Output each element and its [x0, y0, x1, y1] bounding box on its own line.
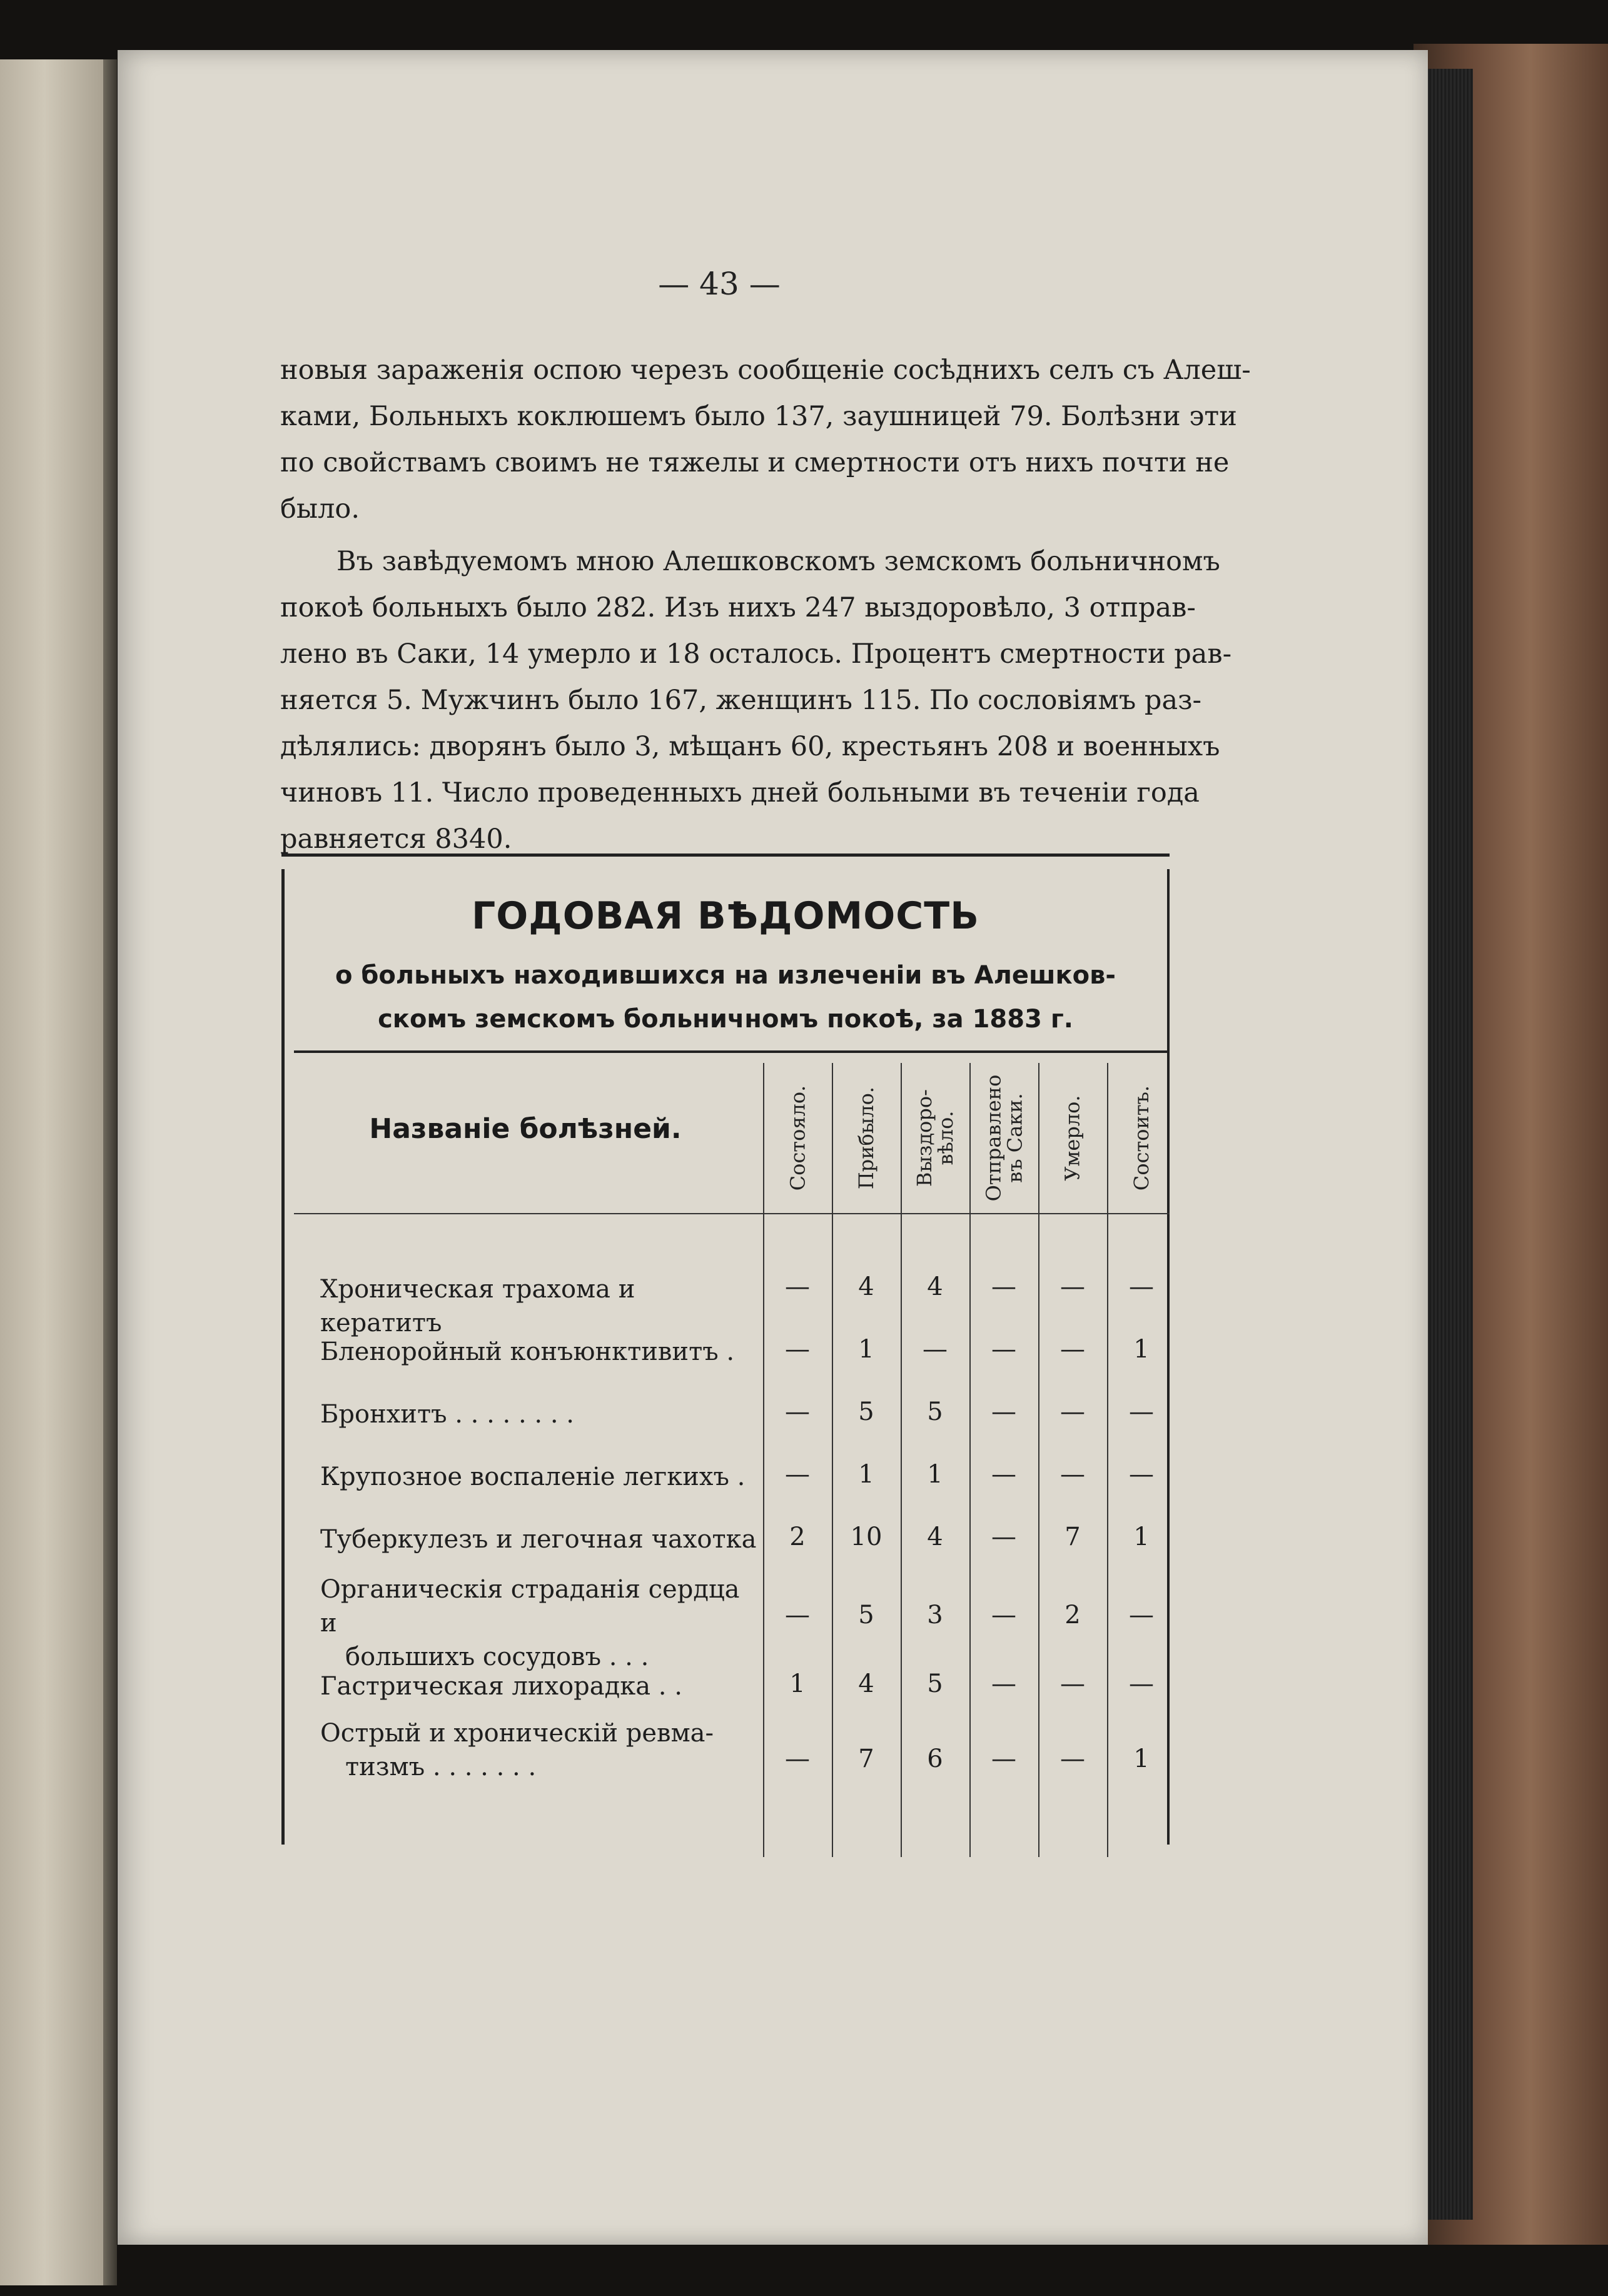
table-cell: 4: [927, 1523, 943, 1551]
disease-name-line: Крупозное воспаленіе легкихъ .: [320, 1463, 746, 1491]
table-subtitle-line: о больныхъ находившихся на излеченіи въ Алешков-: [335, 961, 1116, 990]
table-header-rule: [294, 1050, 1170, 1053]
column-header-label: Отправлено въ Саки.: [981, 1074, 1027, 1202]
column-header-label: Состояло.: [786, 1085, 809, 1191]
table-cell: 7: [1064, 1523, 1081, 1551]
table-cell: 4: [858, 1272, 874, 1301]
table-cell: 7: [858, 1745, 874, 1773]
table-cell: 1: [1133, 1523, 1150, 1551]
table-cell: 6: [927, 1745, 943, 1773]
table-cell: —: [1060, 1460, 1085, 1489]
disease-name: [320, 1523, 758, 1556]
text-line: няется 5. Мужчинъ было 167, женщинъ 115. По сословіямъ раз-: [280, 685, 1202, 716]
table-cell: 1: [1133, 1335, 1150, 1364]
disease-name-line: Хроническая трахома и кератитъ: [320, 1275, 635, 1337]
table-cell: —: [1129, 1460, 1154, 1489]
table-subtitle-line: скомъ земскомъ больничномъ покоѣ, за 1883 г.: [378, 1005, 1073, 1034]
book-gutter: [103, 59, 117, 2285]
left-page-edge: [0, 59, 111, 2285]
column-header: [763, 1069, 832, 1207]
disease-name: [320, 1669, 758, 1703]
disease-name: [320, 1573, 758, 1674]
disease-name: [320, 1460, 758, 1494]
text-line: ками, Больныхъ коклюшемъ было 137, заушницей 79. Болѣзни эти: [280, 401, 1237, 432]
table-cell: —: [785, 1397, 810, 1426]
table-cell: —: [1060, 1397, 1085, 1426]
disease-name-header: Названіе болѣзней.: [369, 1113, 682, 1145]
table-cell: —: [1060, 1669, 1085, 1698]
header-bottom-rule: [294, 1213, 1170, 1214]
column-header: [969, 1069, 1038, 1207]
disease-name-line: большихъ сосудовъ . . .: [345, 1643, 649, 1671]
table-cell: 5: [858, 1397, 874, 1426]
table-cell: —: [785, 1335, 810, 1364]
table-cell: 4: [858, 1669, 874, 1698]
disease-name-line: тизмъ . . . . . . .: [345, 1753, 537, 1781]
table-title: ГОДОВАЯ ВѢДОМОСТЬ: [472, 894, 979, 938]
disease-name: [320, 1397, 758, 1431]
disease-name-line: Острый и хроническій ревма-: [320, 1719, 714, 1748]
annual-report-table: [281, 853, 1170, 1857]
text-line: лено въ Саки, 14 умерло и 18 осталось. Процентъ смертности рав-: [280, 638, 1232, 670]
table-cell: —: [991, 1397, 1016, 1426]
text-line: чиновъ 11. Число проведенныхъ дней больными въ теченіи года: [280, 777, 1200, 808]
column-header: [901, 1069, 969, 1207]
column-header-label: Прибыло.: [854, 1086, 878, 1190]
table-cell: —: [991, 1745, 1016, 1773]
paragraph-1: [280, 347, 1251, 532]
column-header: [1107, 1069, 1176, 1207]
table-cell: —: [991, 1460, 1016, 1489]
table-cell: —: [1060, 1335, 1085, 1364]
table-cell: 5: [927, 1397, 943, 1426]
table-subtitle: [319, 954, 1132, 1041]
table-cell: 4: [927, 1272, 943, 1301]
disease-name: [320, 1335, 758, 1369]
table-cell: 10: [850, 1523, 882, 1551]
column-header-label: Выздоро- вѣло.: [913, 1089, 958, 1187]
table-cell: —: [1060, 1745, 1085, 1773]
table-cell: —: [1129, 1669, 1154, 1698]
table-cell: —: [1129, 1601, 1154, 1629]
column-header-label: Умерло.: [1061, 1095, 1085, 1181]
text-line: покоѣ больныхъ было 282. Изъ нихъ 247 выздоровѣло, 3 отправ-: [280, 592, 1196, 623]
table-cell: —: [923, 1335, 948, 1364]
disease-name-line: Гастрическая лихорадка . .: [320, 1672, 682, 1701]
table-cell: 1: [858, 1460, 874, 1489]
disease-name-line: Бронхитъ . . . . . . . .: [320, 1400, 574, 1429]
column-header: [1038, 1069, 1107, 1207]
table-cell: —: [991, 1335, 1016, 1364]
table-cell: 3: [927, 1601, 943, 1629]
text-line: новыя зараженія оспою черезъ сообщеніе сосѣднихъ селъ съ Алеш-: [280, 355, 1251, 386]
table-border-left: [281, 869, 285, 1845]
table-cell: —: [991, 1669, 1016, 1698]
table-cell: —: [1129, 1397, 1154, 1426]
table-cell: —: [991, 1601, 1016, 1629]
disease-name-line: Бленоройный конъюнктивитъ .: [320, 1337, 735, 1366]
page-stack: [1423, 69, 1473, 2220]
text-line: Въ завѣдуемомъ мною Алешковскомъ земскомъ больничномъ: [336, 546, 1220, 577]
table-cell: 1: [789, 1669, 806, 1698]
table-cell: —: [991, 1272, 1016, 1301]
column-header-label: Состоитъ.: [1130, 1085, 1154, 1191]
table-cell: 1: [1133, 1745, 1150, 1773]
table-cell: —: [785, 1272, 810, 1301]
text-line: было.: [280, 493, 360, 525]
table-cell: —: [785, 1745, 810, 1773]
disease-name: [320, 1716, 758, 1784]
table-cell: —: [785, 1601, 810, 1629]
column-header: [832, 1069, 901, 1207]
disease-name-line: Туберкулезъ и легочная чахотка: [320, 1525, 757, 1554]
table-cell: 1: [927, 1460, 943, 1489]
paragraph-2: [280, 538, 1232, 862]
body-text: [280, 347, 1251, 862]
page-number: — 43 —: [658, 266, 781, 302]
text-line: по свойствамъ своимъ не тяжелы и смертности отъ нихъ почти не: [280, 447, 1230, 478]
table-cell: —: [991, 1523, 1016, 1551]
text-line: дѣлялись: дворянъ было 3, мѣщанъ 60, крестьянъ 208 и военныхъ: [280, 731, 1220, 762]
table-cell: 1: [858, 1335, 874, 1364]
table-cell: 5: [927, 1669, 943, 1698]
table-cell: 2: [1064, 1601, 1081, 1629]
text-line: равняется 8340.: [280, 823, 512, 855]
disease-name: [320, 1272, 758, 1340]
table-cell: 5: [858, 1601, 874, 1629]
disease-name-line: Органическія страданія сердца и: [320, 1575, 740, 1638]
table-cell: 2: [789, 1523, 806, 1551]
table-cell: —: [1060, 1272, 1085, 1301]
table-cell: —: [785, 1460, 810, 1489]
table-cell: —: [1129, 1272, 1154, 1301]
